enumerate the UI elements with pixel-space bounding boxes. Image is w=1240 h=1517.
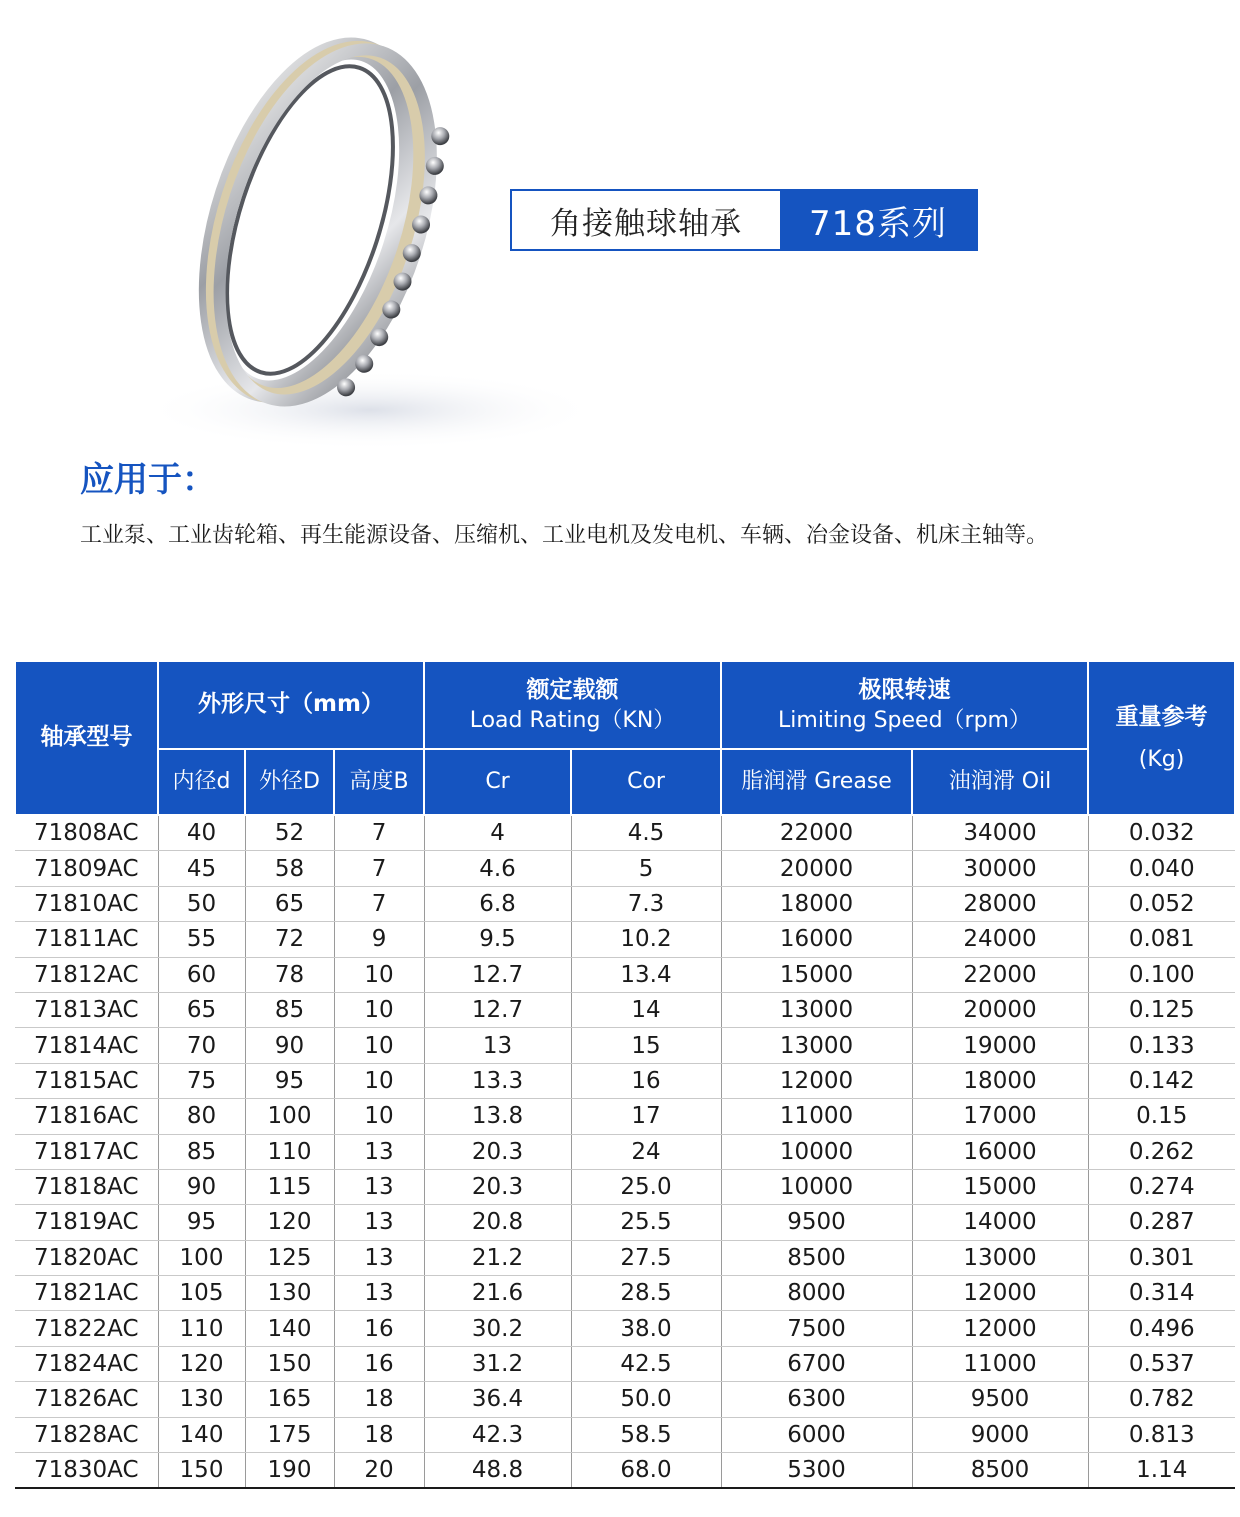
cell-cor: 25.0 [571,1169,721,1204]
cell-model: 71826AC [15,1382,158,1417]
table-row [15,851,1235,886]
cell-cor: 28.5 [571,1276,721,1311]
cell-outer-diameter: 52 [245,815,334,851]
table-row [15,1028,1235,1063]
cell-weight: 0.262 [1088,1134,1235,1169]
cell-model: 71820AC [15,1240,158,1275]
cell-oil-speed: 14000 [912,1205,1088,1240]
header-weight [1088,661,1235,815]
cell-inner-diameter: 70 [158,1028,245,1063]
cell-outer-diameter: 125 [245,1240,334,1275]
cell-inner-diameter: 40 [158,815,245,851]
cell-oil-speed: 11000 [912,1346,1088,1381]
cell-height: 16 [334,1311,424,1346]
cell-height: 10 [334,1063,424,1098]
header-oil: 油润滑 Oil [912,749,1088,815]
cell-weight: 0.274 [1088,1169,1235,1204]
cell-cor: 16 [571,1063,721,1098]
cell-outer-diameter: 58 [245,851,334,886]
cell-cor: 7.3 [571,886,721,921]
cell-inner-diameter: 110 [158,1311,245,1346]
header-weight-cn: 重量参考 [1115,703,1208,730]
cell-cor: 68.0 [571,1453,721,1489]
cell-model: 71813AC [15,992,158,1027]
table-row [15,1276,1235,1311]
cell-model: 71817AC [15,1134,158,1169]
cell-outer-diameter: 100 [245,1099,334,1134]
cell-outer-diameter: 78 [245,957,334,992]
cell-cr: 31.2 [424,1346,571,1381]
cell-cor: 15 [571,1028,721,1063]
cell-grease-speed: 16000 [721,922,912,957]
cell-weight: 0.032 [1088,815,1235,851]
cell-oil-speed: 34000 [912,815,1088,851]
cell-weight: 0.782 [1088,1382,1235,1417]
cell-grease-speed: 8500 [721,1240,912,1275]
header-load-rating-cn: 额定载额 [526,676,619,703]
cell-weight: 0.142 [1088,1063,1235,1098]
table-row [15,1063,1235,1098]
cell-outer-diameter: 115 [245,1169,334,1204]
cell-grease-speed: 15000 [721,957,912,992]
cell-outer-diameter: 65 [245,886,334,921]
table-row [15,815,1235,851]
cell-cor: 14 [571,992,721,1027]
cell-grease-speed: 6700 [721,1346,912,1381]
cell-cr: 13 [424,1028,571,1063]
cell-weight: 0.314 [1088,1276,1235,1311]
table-row [15,1382,1235,1417]
cell-grease-speed: 22000 [721,815,912,851]
cell-weight: 0.301 [1088,1240,1235,1275]
cell-grease-speed: 13000 [721,992,912,1027]
cell-model: 71824AC [15,1346,158,1381]
cell-grease-speed: 18000 [721,886,912,921]
cell-weight: 0.081 [1088,922,1235,957]
cell-weight: 0.125 [1088,992,1235,1027]
table-row [15,1205,1235,1240]
cell-oil-speed: 12000 [912,1276,1088,1311]
cell-model: 71818AC [15,1169,158,1204]
cell-outer-diameter: 130 [245,1276,334,1311]
cell-height: 18 [334,1417,424,1452]
table-row [15,886,1235,921]
cell-oil-speed: 12000 [912,1311,1088,1346]
cell-model: 71809AC [15,851,158,886]
cell-cr: 4.6 [424,851,571,886]
cell-height: 13 [334,1169,424,1204]
cell-height: 10 [334,1028,424,1063]
cell-inner-diameter: 100 [158,1240,245,1275]
cell-inner-diameter: 95 [158,1205,245,1240]
cell-cor: 27.5 [571,1240,721,1275]
cell-outer-diameter: 150 [245,1346,334,1381]
table-row [15,922,1235,957]
header-height: 高度B [334,749,424,815]
table-row [15,957,1235,992]
cell-model: 71830AC [15,1453,158,1489]
cell-oil-speed: 15000 [912,1169,1088,1204]
cell-cor: 13.4 [571,957,721,992]
cell-oil-speed: 17000 [912,1099,1088,1134]
table-row [15,1311,1235,1346]
table-row [15,1169,1235,1204]
cell-outer-diameter: 165 [245,1382,334,1417]
cell-cor: 10.2 [571,922,721,957]
cell-model: 71819AC [15,1205,158,1240]
table-body [15,815,1235,1488]
cell-cor: 38.0 [571,1311,721,1346]
cell-inner-diameter: 50 [158,886,245,921]
cell-oil-speed: 13000 [912,1240,1088,1275]
cell-oil-speed: 28000 [912,886,1088,921]
cell-cor: 4.5 [571,815,721,851]
cell-height: 13 [334,1276,424,1311]
cell-inner-diameter: 75 [158,1063,245,1098]
header-cor: Cor [571,749,721,815]
cell-outer-diameter: 175 [245,1417,334,1452]
header-limiting-speed-cn: 极限转速 [858,676,951,703]
cell-model: 71811AC [15,922,158,957]
cell-oil-speed: 16000 [912,1134,1088,1169]
cell-height: 7 [334,886,424,921]
cell-height: 16 [334,1346,424,1381]
cell-cr: 9.5 [424,922,571,957]
header-model: 轴承型号 [15,661,158,815]
header-cr: Cr [424,749,571,815]
cell-model: 71815AC [15,1063,158,1098]
cell-weight: 1.14 [1088,1453,1235,1489]
cell-cor: 42.5 [571,1346,721,1381]
cell-inner-diameter: 90 [158,1169,245,1204]
table-row [15,1240,1235,1275]
cell-cor: 24 [571,1134,721,1169]
cell-weight: 0.537 [1088,1346,1235,1381]
cell-cor: 5 [571,851,721,886]
cell-height: 18 [334,1382,424,1417]
cell-model: 71810AC [15,886,158,921]
cell-grease-speed: 13000 [721,1028,912,1063]
cell-grease-speed: 12000 [721,1063,912,1098]
cell-outer-diameter: 90 [245,1028,334,1063]
cell-inner-diameter: 45 [158,851,245,886]
cell-cr: 30.2 [424,1311,571,1346]
cell-cr: 21.2 [424,1240,571,1275]
cell-inner-diameter: 55 [158,922,245,957]
cell-cr: 21.6 [424,1276,571,1311]
cell-grease-speed: 6000 [721,1417,912,1452]
header-outer-diameter: 外径D [245,749,334,815]
cell-weight: 0.287 [1088,1205,1235,1240]
cell-inner-diameter: 150 [158,1453,245,1489]
cell-model: 71814AC [15,1028,158,1063]
cell-grease-speed: 10000 [721,1169,912,1204]
cell-weight: 0.100 [1088,957,1235,992]
cell-height: 10 [334,957,424,992]
cell-grease-speed: 7500 [721,1311,912,1346]
table-row [15,992,1235,1027]
cell-weight: 0.496 [1088,1311,1235,1346]
cell-cr: 12.7 [424,957,571,992]
cell-weight: 0.052 [1088,886,1235,921]
cell-oil-speed: 8500 [912,1453,1088,1489]
cell-inner-diameter: 120 [158,1346,245,1381]
header-load-rating [424,661,721,749]
cell-inner-diameter: 65 [158,992,245,1027]
cell-grease-speed: 20000 [721,851,912,886]
cell-outer-diameter: 110 [245,1134,334,1169]
cell-oil-speed: 24000 [912,922,1088,957]
cell-height: 10 [334,992,424,1027]
cell-cor: 25.5 [571,1205,721,1240]
cell-model: 71812AC [15,957,158,992]
cell-weight: 0.15 [1088,1099,1235,1134]
cell-height: 13 [334,1240,424,1275]
header-limiting-speed [721,661,1088,749]
cell-cor: 58.5 [571,1417,721,1452]
cell-cr: 20.8 [424,1205,571,1240]
cell-grease-speed: 10000 [721,1134,912,1169]
cell-model: 71808AC [15,815,158,851]
cell-cr: 4 [424,815,571,851]
cell-cr: 12.7 [424,992,571,1027]
table-row [15,1453,1235,1489]
cell-outer-diameter: 95 [245,1063,334,1098]
cell-height: 9 [334,922,424,957]
cell-height: 20 [334,1453,424,1489]
series-title-box [510,189,978,251]
header-grease: 脂润滑 Grease [721,749,912,815]
cell-grease-speed: 8000 [721,1276,912,1311]
cell-height: 7 [334,815,424,851]
cell-model: 71816AC [15,1099,158,1134]
cell-grease-speed: 6300 [721,1382,912,1417]
cell-grease-speed: 9500 [721,1205,912,1240]
cell-inner-diameter: 140 [158,1417,245,1452]
table-row [15,1346,1235,1381]
header-inner-diameter: 内径d [158,749,245,815]
header-dimensions: 外形尺寸（mm） [158,661,424,749]
cell-inner-diameter: 80 [158,1099,245,1134]
cell-oil-speed: 18000 [912,1063,1088,1098]
specification-table [14,660,1236,1489]
cell-oil-speed: 22000 [912,957,1088,992]
cell-outer-diameter: 120 [245,1205,334,1240]
cell-cr: 36.4 [424,1382,571,1417]
cell-outer-diameter: 190 [245,1453,334,1489]
cell-cr: 42.3 [424,1417,571,1452]
cell-weight: 0.813 [1088,1417,1235,1452]
cell-cr: 13.8 [424,1099,571,1134]
cell-height: 10 [334,1099,424,1134]
application-heading: 应用于： [80,460,216,500]
table-row [15,1099,1235,1134]
cell-oil-speed: 20000 [912,992,1088,1027]
cell-inner-diameter: 130 [158,1382,245,1417]
product-title: 角接触球轴承 [512,191,780,249]
cell-height: 13 [334,1134,424,1169]
cell-height: 7 [334,851,424,886]
cell-cor: 50.0 [571,1382,721,1417]
header-load-rating-en: Load Rating（KN） [469,707,676,733]
cell-model: 71821AC [15,1276,158,1311]
cell-grease-speed: 5300 [721,1453,912,1489]
cell-inner-diameter: 85 [158,1134,245,1169]
cell-oil-speed: 9000 [912,1417,1088,1452]
cell-height: 13 [334,1205,424,1240]
cell-cor: 17 [571,1099,721,1134]
cell-oil-speed: 19000 [912,1028,1088,1063]
cell-cr: 48.8 [424,1453,571,1489]
cell-oil-speed: 30000 [912,851,1088,886]
cell-cr: 20.3 [424,1169,571,1204]
cell-weight: 0.133 [1088,1028,1235,1063]
cell-grease-speed: 11000 [721,1099,912,1134]
cell-outer-diameter: 140 [245,1311,334,1346]
cell-outer-diameter: 85 [245,992,334,1027]
header-limiting-speed-en: Limiting Speed（rpm） [778,707,1031,733]
cell-inner-diameter: 60 [158,957,245,992]
table-row [15,1417,1235,1452]
cell-cr: 20.3 [424,1134,571,1169]
cell-cr: 13.3 [424,1063,571,1098]
cell-cr: 6.8 [424,886,571,921]
application-text: 工业泵、工业齿轮箱、再生能源设备、压缩机、工业电机及发电机、车辆、冶金设备、机床主轴等。 [80,523,1049,548]
series-label: 718系列 [780,191,976,249]
cell-model: 71828AC [15,1417,158,1452]
cell-inner-diameter: 105 [158,1276,245,1311]
cell-outer-diameter: 72 [245,922,334,957]
cell-model: 71822AC [15,1311,158,1346]
table-row [15,1134,1235,1169]
header-weight-unit: (Kg) [1138,746,1185,772]
cell-weight: 0.040 [1088,851,1235,886]
cell-oil-speed: 9500 [912,1382,1088,1417]
